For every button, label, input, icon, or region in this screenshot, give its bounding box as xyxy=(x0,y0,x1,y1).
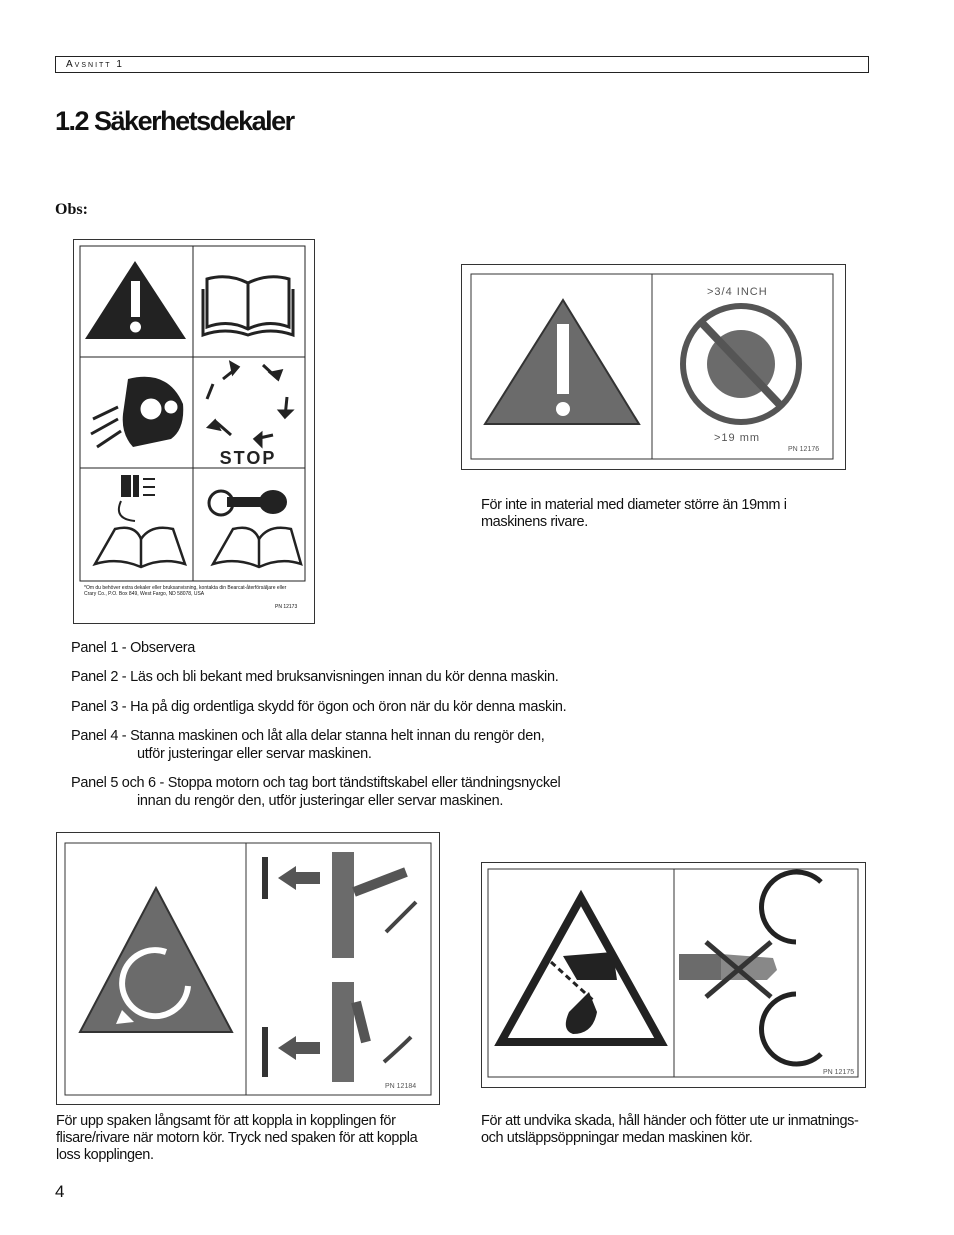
clutch-part-number: PN 12184 xyxy=(385,1083,417,1090)
page-title: 1.2 Säkerhetsdekaler xyxy=(55,106,294,136)
diameter-part-number: PN 12176 xyxy=(788,446,820,453)
main-safety-decal xyxy=(73,239,315,624)
diameter-mm-label: >19 mm xyxy=(714,432,761,444)
obs-label: Obs: xyxy=(55,201,88,218)
prohibited-diameter-icon xyxy=(683,306,799,422)
clutch-decal xyxy=(56,832,440,1105)
panel-4-text: Panel 4 - Stanna maskinen och låt alla delar stanna helt innan du rengör den, utför justeringar eller servar maskinen. xyxy=(71,728,545,762)
section-header-bar xyxy=(55,56,869,73)
panel-5-6-text: Panel 5 och 6 - Stoppa motorn och tag bort tändstiftskabel eller tändningsnyckel innan du rengör den, utför justeringar eller servar maskinen. xyxy=(71,775,561,809)
stop-text: STOP xyxy=(219,448,277,468)
section-label: Avsnitt 1 xyxy=(66,59,124,70)
diameter-inch-label: >3/4 INCH xyxy=(707,286,768,298)
clutch-caption: För upp spaken långsamt för att koppla in kopplingen för flisare/rivare när motorn kör. Tryck ned spaken för att koppla loss kopplingen. xyxy=(56,1113,418,1163)
panel-3-text: Panel 3 - Ha på dig ordentliga skydd för ögon och öron när du kör denna maskin. xyxy=(71,699,567,715)
diameter-caption: För inte in material med diameter större än 19mm i maskinens rivare. xyxy=(481,497,787,530)
panel-2-text: Panel 2 - Läs och bli bekant med bruksanvisningen innan du kör denna maskin. xyxy=(71,669,559,685)
page-number: 4 xyxy=(55,1182,65,1201)
decal-footnote: *Om du behöver extra dekaler eller bruksanvisning, kontakta din Bearcat-återförsäljare eller Crary Co., P.O. Box 849, West Fargo, ND 58078, USA xyxy=(84,585,287,597)
panel-1-text: Panel 1 - Observera xyxy=(71,640,196,656)
diameter-decal xyxy=(461,264,846,470)
hands-part-number: PN 12175 xyxy=(823,1069,855,1076)
main-decal-part-number: PN 12173 xyxy=(275,604,298,610)
hands-decal xyxy=(481,862,866,1088)
hands-caption: För att undvika skada, håll händer och fötter ute ur inmatnings- och utsläppsöppningar medan maskinen kör. xyxy=(481,1113,859,1146)
